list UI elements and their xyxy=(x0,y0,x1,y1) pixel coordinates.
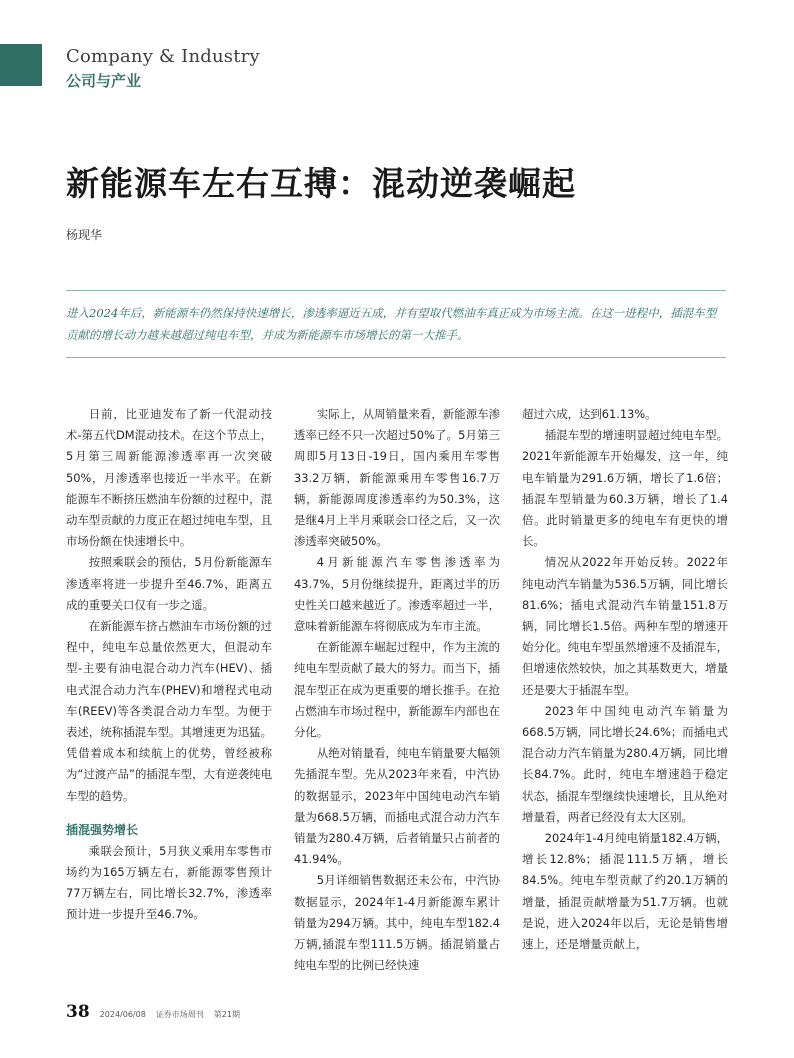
issue-date: 2024/06/08 xyxy=(99,1010,146,1019)
body-column-2 xyxy=(294,404,500,976)
paragraph: 从绝对销量看，纯电车销量要大幅领先插混车型。先从2023年来看，中汽协的数据显示，2023年中国纯电动汽车销量为668.5万辆，而插电式混合动力汽车销量为280.4万辆，后者销量只占前者的41.94%。 xyxy=(294,746,500,867)
article-abstract: 进入2024年后，新能源车仍然保持快速增长，渗透率逼近五成，并有望取代燃油车真正成为市场主流。在这一进程中，插混车型贡献的增长动力越来越超过纯电车型，并成为新能源车市场增长的第一大推手。 xyxy=(66,306,717,342)
article-title: 新能源车左右互搏：混动逆袭崛起 xyxy=(66,164,576,203)
paragraph: 在新能源车崛起过程中，作为主流的纯电车型贡献了最大的努力。而当下，插混车型正在成为更重要的增长推手。在抢占燃油车市场过程中，新能源车内部也在分化。 xyxy=(294,640,500,740)
paragraph: 乘联会预计，5月狭义乘用车零售市场约为165万辆左右，新能源零售预计77万辆左右，同比增长32.7%，渗透率预计进一步提升至46.7%。 xyxy=(66,843,272,922)
section-title-en: Company & Industry xyxy=(66,46,260,67)
publication-name: 证券市场周刊 xyxy=(155,1010,204,1019)
paragraph: 日前，比亚迪发布了新一代混动技术-第五代DM混动技术。在这个节点上，5月第三周新能源渗透率再一次突破50%，月渗透率也接近一半水平。在新能源车不断挤压燃油车份额的过程中，混动车型贡献的力度正在超过纯电车型，且市场份额在快速增长中。 xyxy=(66,407,272,549)
page-number: 38 xyxy=(66,1002,90,1022)
section-heading: 插混强势增长 xyxy=(66,822,139,837)
paragraph-continued: 超过六成，达到61.13%。 xyxy=(522,407,657,421)
paragraph: 2023年中国纯电动汽车销量为668.5万辆，同比增长24.6%；而插电式混合动力汽车销量为280.4万辆，同比增长84.7%。此时，纯电车增速趋于稳定状态，插混车型继续快速增长，且从绝对增量看，两者已经没有太大区别。 xyxy=(522,703,728,824)
paragraph: 2024年1-4月纯电销量182.4万辆，增长12.8%；插混111.5万辆，增长84.5%。纯电车型贡献了约20.1万辆的增量，插混贡献增量为51.7万辆。也就是说，进入2024年以后，无论是销售增速上，还是增量贡献上， xyxy=(522,831,728,952)
abstract-top-rule xyxy=(66,290,726,291)
paragraph: 情况从2022年开始反转。2022年纯电动汽车销量为536.5万辆，同比增长81.6%；插电式混动汽车销量151.8万辆，同比增长1.5倍。两种车型的增速开始分化。纯电车型虽然增速不及插混车，但增速依然较快，加之其基数更大，增量还是要大于插混车型。 xyxy=(522,555,728,697)
article-author: 杨现华 xyxy=(66,228,103,242)
paragraph: 4月新能源汽车零售渗透率为43.7%，5月份继续提升，距离过半的历史性关口越来越近了。渗透率超过一半，意味着新能源车将彻底成为车市主流。 xyxy=(294,555,500,634)
corner-accent-block xyxy=(0,44,42,86)
article-body xyxy=(66,404,728,994)
paragraph: 按照乘联会的预估，5月份新能源车渗透率将进一步提升至46.7%，距离五成的重要关口仅有一步之遥。 xyxy=(66,555,272,612)
page-footer xyxy=(66,1002,240,1022)
body-column-3 xyxy=(522,404,728,955)
abstract-bottom-rule xyxy=(66,357,726,358)
paragraph: 实际上，从周销量来看，新能源车渗透率已经不只一次超过50%了。5月第三周即5月13日-19日，国内乘用车零售33.2万辆，新能源乘用车零售16.7万辆，新能源周度渗透率约为50.3%，这是继4月上半月乘联会口径之后，又一次渗透率突破50%。 xyxy=(294,407,500,549)
paragraph: 插混车型的增速明显超过纯电车型。2021年新能源车开始爆发，这一年，纯电车销量为291.6万辆，增长了1.6倍；插混车型销量为60.3万辆，增长了1.4倍。此时销量更多的纯电车有更快的增长。 xyxy=(522,428,728,549)
paragraph: 在新能源车挤占燃油车市场份额的过程中，纯电车总量依然更大，但混动车型-主要有油电混合动力汽车(HEV)、插电式混合动力汽车(PHEV)和增程式电动车(REEV)等各类混合动力车型。为便于表述，统称插混车型。其增速更为迅猛。凭借着成本和续航上的优势，曾经被称为“过渡产品”的插混车型，大有逆袭纯电车型的趋势。 xyxy=(66,619,272,803)
issue-number: 第21期 xyxy=(213,1010,240,1019)
body-column-1 xyxy=(66,404,272,926)
section-title-cn: 公司与产业 xyxy=(66,72,142,90)
paragraph: 5月详细销售数据还未公布，中汽协数据显示，2024年1-4月新能源车累计销量为294万辆。其中，纯电车型182.4万辆,插混车型111.5万辆。插混销量占纯电车型的比例已经快速 xyxy=(294,873,500,973)
